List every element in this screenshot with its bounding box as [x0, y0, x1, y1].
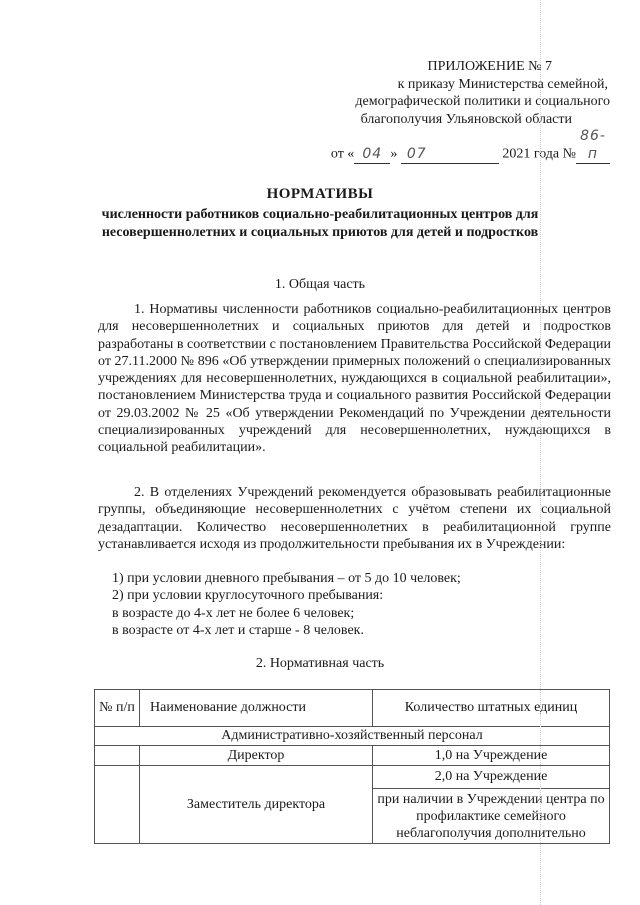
paragraph-1: 1. Нормативы численности работников социально-реабилитационных центров для несовершеннолетних и социальных приютов для детей и подростков разработаны в соответствии с постановлением Правительства Российской Федерации от 27.11.2000 № 896 «Об утверждении примерных положений о специализированных учреждениях для несовершеннолетних, нуждающихся в социальной реабилитации», постановлением Министерства труда и социального развития Российской Федерации от 29.03.2002 № 25 «Об утверждении Рекомендаций по Учреждении деятельности специализированных учреждений для несовершеннолетних, нуждающихся в социальной реабилитации».	[98, 302, 611, 456]
document-subtitle-line2: несовершеннолетних и социальных приютов для детей и подростков	[101, 225, 539, 240]
quantity-deputy: 2,0 на Учреждение	[373, 766, 610, 789]
row-number	[95, 766, 140, 844]
date-mid: »	[390, 146, 398, 162]
table-row	[95, 746, 610, 766]
date-day: 04	[354, 146, 390, 165]
date-month: 07	[401, 146, 499, 165]
group-admin-staff: Административно-хозяйственный персонал	[95, 727, 610, 746]
annex-title: ПРИЛОЖЕНИЕ № 7	[427, 59, 552, 74]
annex-block	[310, 58, 610, 164]
date-prefix: от «	[330, 146, 355, 162]
annex-line-region: благополучия Ульяновской области	[360, 111, 572, 127]
annex-date-line	[310, 128, 610, 164]
staffing-table	[94, 689, 610, 844]
list-item: 2) при условии круглосуточного пребывания:	[112, 588, 384, 604]
header-number: № п/п	[95, 690, 140, 727]
position-deputy-director: Заместитель директора	[140, 766, 373, 844]
annex-line-order: к приказу Министерства семейной,	[397, 76, 608, 92]
header-quantity: Количество штатных единиц	[373, 690, 610, 727]
table-row	[95, 766, 610, 789]
order-number: 86-п	[576, 128, 610, 164]
scan-fold-line	[540, 0, 542, 905]
document-title: НОРМАТИВЫ	[266, 186, 374, 202]
list-item: в возрасте до 4-х лет не более 6 человек;	[112, 605, 355, 621]
position-director: Директор	[140, 746, 373, 766]
header-position: Наименование должности	[140, 690, 373, 727]
quantity-deputy-additional: при наличии в Учреждении центра по профилактике семейного неблагополучия дополнительно	[373, 789, 610, 844]
quantity-director: 1,0 на Учреждение	[373, 746, 610, 766]
table-header-row	[95, 690, 610, 727]
date-year: 2021 года №	[502, 146, 576, 162]
document-subtitle-line1: численности работников социально-реабилитационных центров для	[101, 207, 539, 222]
row-number	[95, 746, 140, 766]
section-heading-normative: 2. Нормативная часть	[255, 656, 385, 671]
list-item: в возрасте от 4-х лет и старше - 8 человек.	[112, 622, 364, 638]
list-item: 1) при условии дневного пребывания – от 5 до 10 человек;	[112, 571, 461, 586]
annex-line-ministry: демографической политики и социального	[355, 94, 610, 109]
section-heading-general: 1. Общая часть	[274, 277, 366, 292]
paragraph-2: 2. В отделениях Учреждений рекомендуется образовывать реабилитационные группы, объединяющие несовершеннолетних с учётом степени их социальной дезадаптации. Количество несовершеннолетних в реабилитационной группе устанавливается исходя из продолжительности пребывания их в Учреждении:	[98, 485, 611, 552]
table-group-row	[95, 727, 610, 746]
group-size-list	[98, 570, 611, 639]
